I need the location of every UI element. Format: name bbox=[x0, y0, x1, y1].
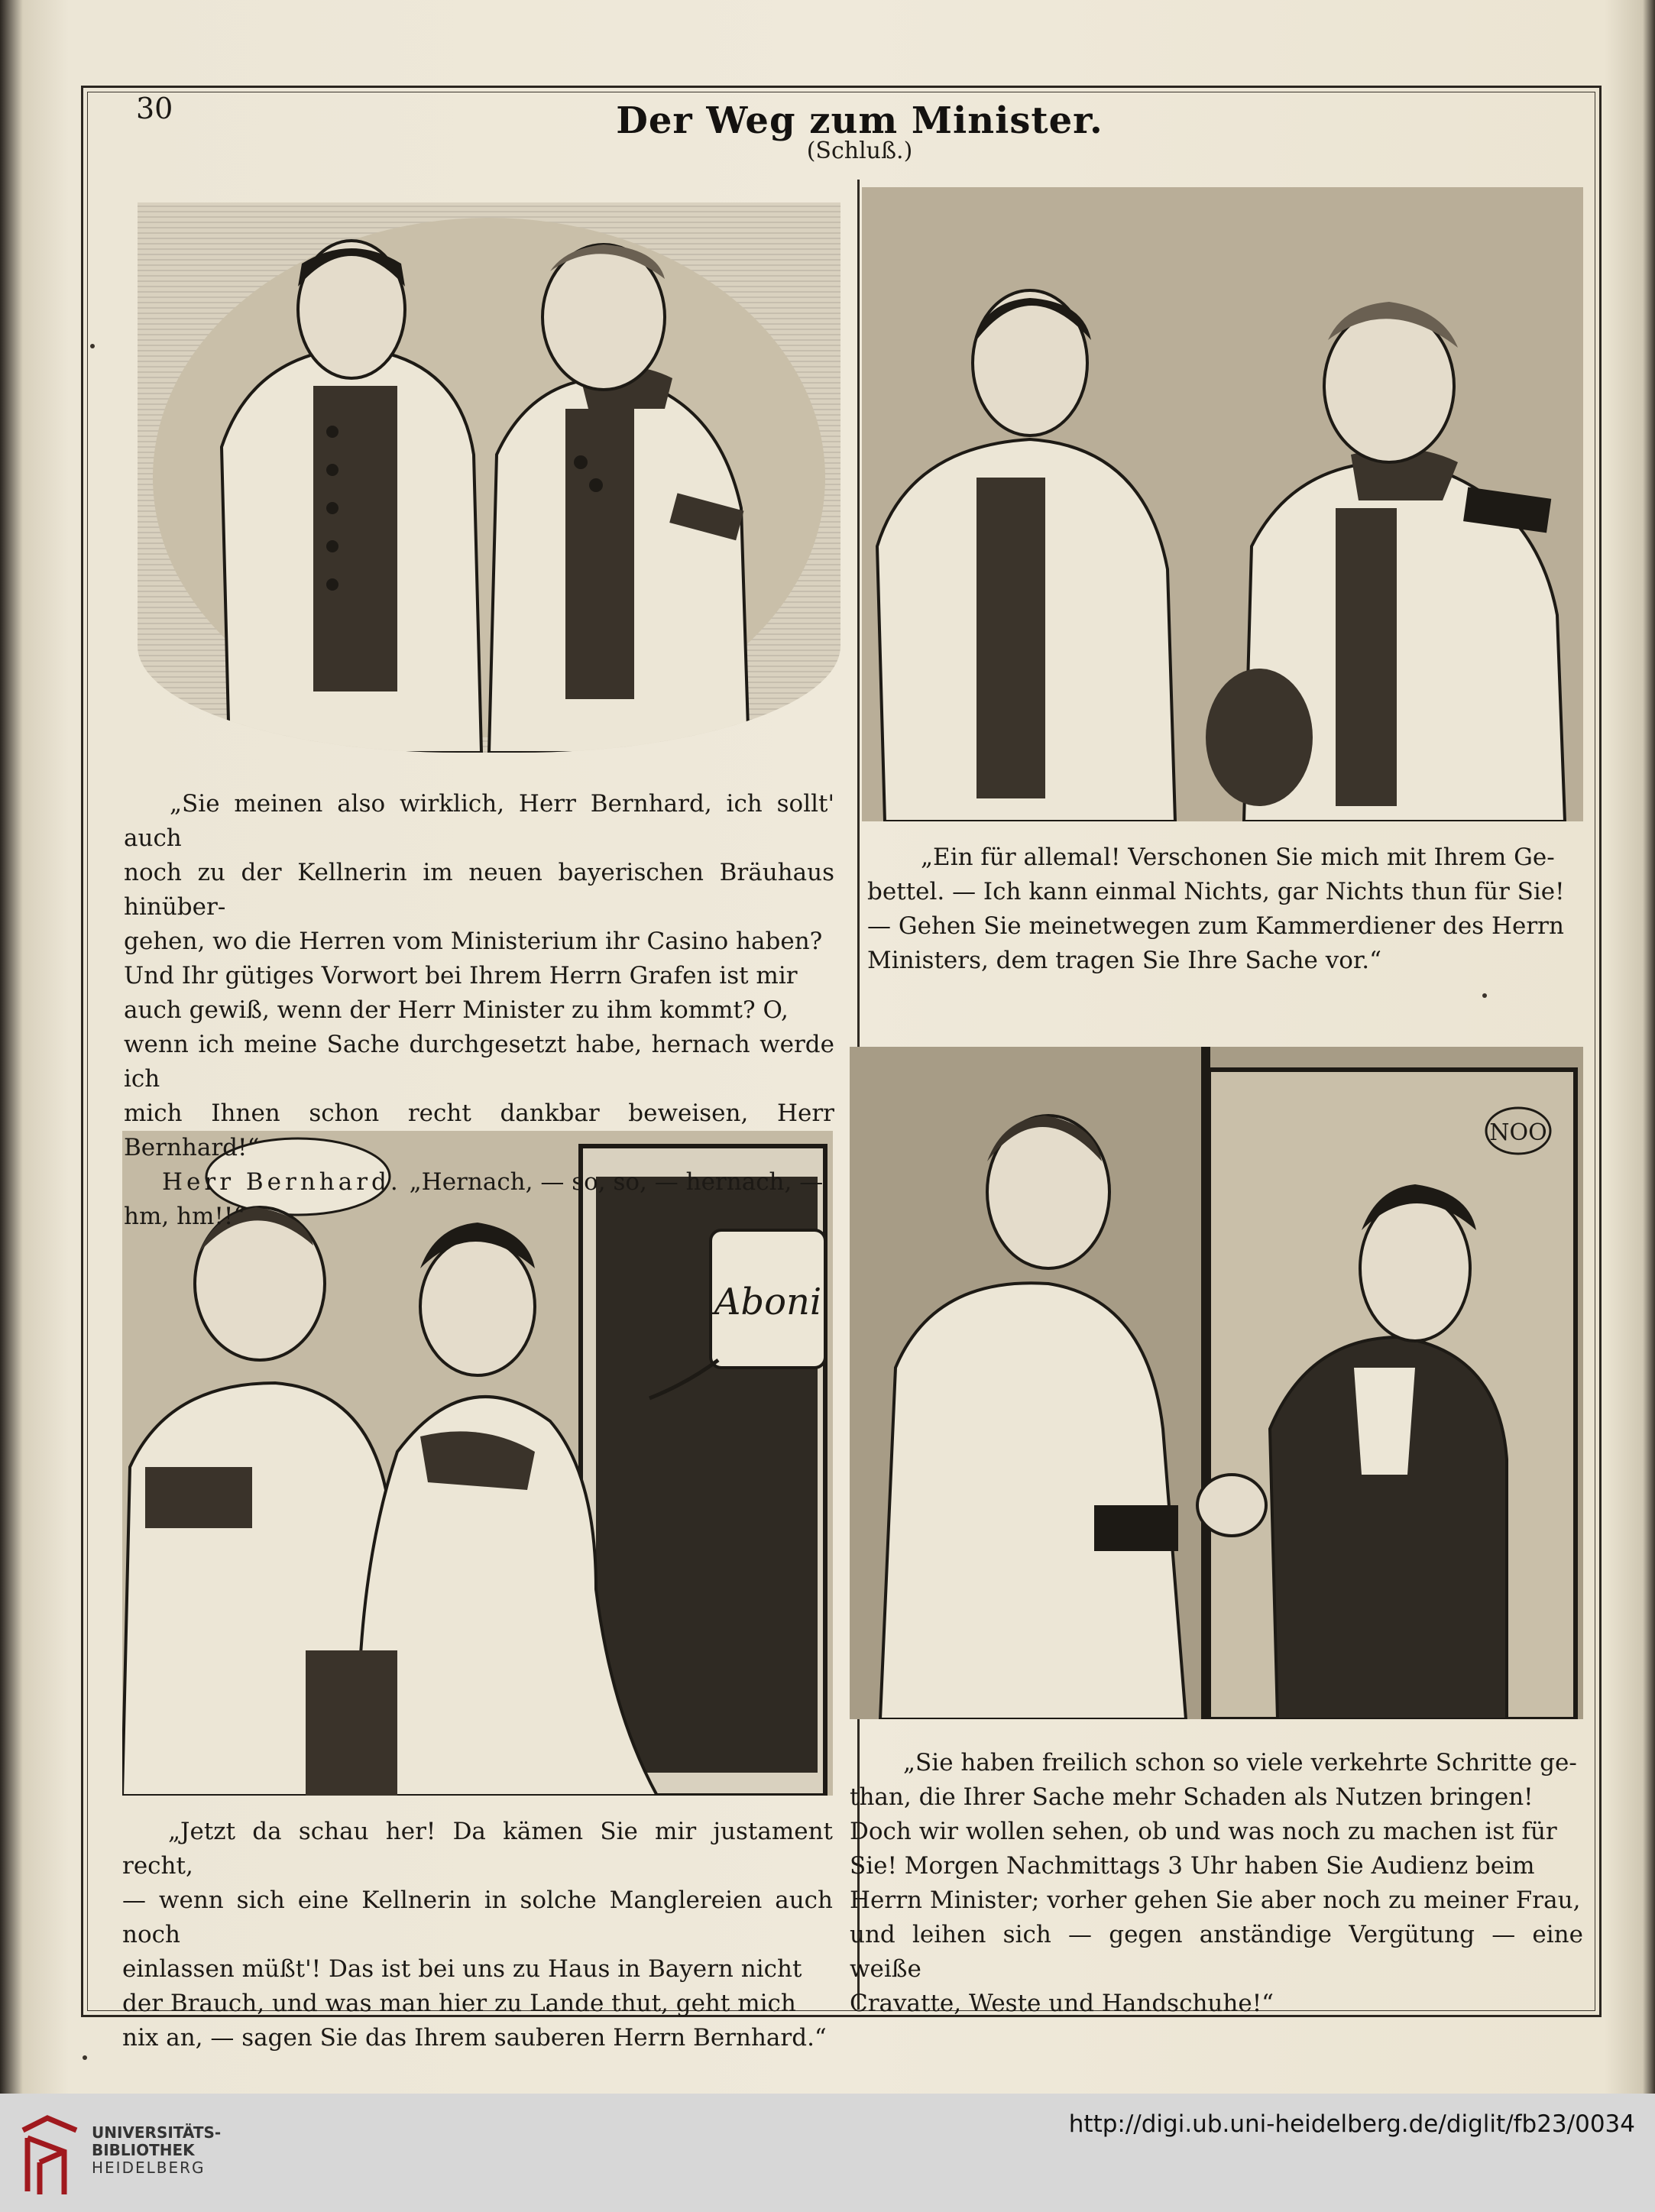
caption-line: hm, hm!!“ bbox=[124, 1203, 246, 1230]
library-name[interactable] bbox=[92, 2124, 221, 2177]
caption-line: Ministers, dem tragen Sie Ihre Sache vor.“ bbox=[867, 947, 1382, 974]
page-title: Der Weg zum Minister. bbox=[616, 99, 1103, 142]
caption-line: wenn ich meine Sache durchgesetzt habe, hernach werde ich bbox=[124, 1031, 834, 1093]
illustration-panel-4 bbox=[850, 1047, 1583, 1719]
caption-line: „Sie haben freilich schon so viele verkehrte Schritte ge- bbox=[903, 1749, 1577, 1776]
caption-line: „Sie meinen also wirklich, Herr Bernhard, ich sollt' auch bbox=[124, 790, 834, 852]
illustration-two-men-talking bbox=[138, 202, 840, 753]
door-number-text: NOO bbox=[1489, 1119, 1547, 1146]
ink-speck bbox=[83, 2055, 87, 2060]
speaker-name: Herr Bernhard. bbox=[162, 1168, 402, 1196]
caption-line: einlassen müßt'! Das ist bei uns zu Haus in Bayern nicht bbox=[122, 1955, 802, 1983]
ink-speck bbox=[1482, 993, 1487, 998]
illustration-valet-meeting bbox=[850, 1047, 1583, 1719]
caption-line: bettel. — Ich kann einmal Nichts, gar Nichts thun für Sie! bbox=[867, 878, 1565, 905]
caption-panel-1 bbox=[124, 787, 834, 1234]
caption-panel-4 bbox=[850, 1746, 1583, 2021]
illustration-panel-2 bbox=[862, 187, 1583, 821]
caption-line: der Brauch, und was man hier zu Lande thut, geht mich bbox=[122, 1990, 796, 2017]
caption-line: Herrn Minister; vorher gehen Sie aber noch zu meiner Frau, bbox=[850, 1887, 1581, 1914]
caption-line: auch gewiß, wenn der Herr Minister zu ihm kommt? O, bbox=[124, 996, 789, 1024]
page-subtitle: (Schluß.) bbox=[806, 138, 913, 164]
caption-panel-2 bbox=[867, 840, 1585, 978]
caption-line: nix an, — sagen Sie das Ihrem sauberen Herrn Bernhard.“ bbox=[122, 2024, 827, 2052]
library-name-line-2: BIBLIOTHEK bbox=[92, 2141, 195, 2159]
caption-line: — Gehen Sie meinetwegen zum Kammerdiener des Herrn bbox=[867, 912, 1564, 940]
caption-line: „Jetzt da schau her! Da kämen Sie mir justament recht, bbox=[122, 1818, 833, 1880]
library-name-line-1: UNIVERSITÄTS- bbox=[92, 2123, 222, 2142]
library-name-line-3: HEIDELBERG bbox=[92, 2159, 206, 2177]
caption-line: „Hernach, — so, so, — hernach, — bbox=[409, 1168, 824, 1196]
library-logo-icon[interactable] bbox=[17, 2115, 83, 2197]
caption-line: — wenn sich eine Kellnerin in solche Manglereien auch noch bbox=[122, 1887, 833, 1948]
caption-line: than, die Ihrer Sache mehr Schaden als Nutzen bringen! bbox=[850, 1783, 1534, 1811]
caption-line: noch zu der Kellnerin im neuen bayerischen Bräuhaus hinüber- bbox=[124, 859, 834, 921]
illustration-panel-1 bbox=[138, 202, 840, 753]
caption-line: „Ein für allemal! Verschonen Sie mich mit Ihrem Ge- bbox=[921, 844, 1555, 871]
caption-panel-3 bbox=[122, 1815, 833, 2055]
caption-line: Sie! Morgen Nachmittags 3 Uhr haben Sie Audienz beim bbox=[850, 1852, 1535, 1880]
permalink-url[interactable]: http://digi.ub.uni-heidelberg.de/diglit/fb23/0034 bbox=[1068, 2110, 1635, 2138]
wall-sign-text: Aboni bbox=[714, 1281, 822, 1323]
caption-line: mich Ihnen schon recht dankbar beweisen, Herr Bernhard!“ bbox=[124, 1100, 834, 1161]
caption-line: Cravatte, Weste und Handschuhe!“ bbox=[850, 1990, 1274, 2017]
caption-line: gehen, wo die Herren vom Ministerium ihr Casino haben? bbox=[124, 928, 823, 955]
illustration-servant-refuses bbox=[862, 187, 1583, 821]
caption-line: und leihen sich — gegen anständige Vergütung — eine weiße bbox=[850, 1921, 1583, 1983]
page-number: 30 bbox=[136, 92, 173, 125]
caption-line: Und Ihr gütiges Vorwort bei Ihrem Herrn Grafen ist mir bbox=[124, 962, 798, 989]
caption-line: Doch wir wollen sehen, ob und was noch zu machen ist für bbox=[850, 1818, 1557, 1845]
ink-speck bbox=[90, 344, 95, 348]
